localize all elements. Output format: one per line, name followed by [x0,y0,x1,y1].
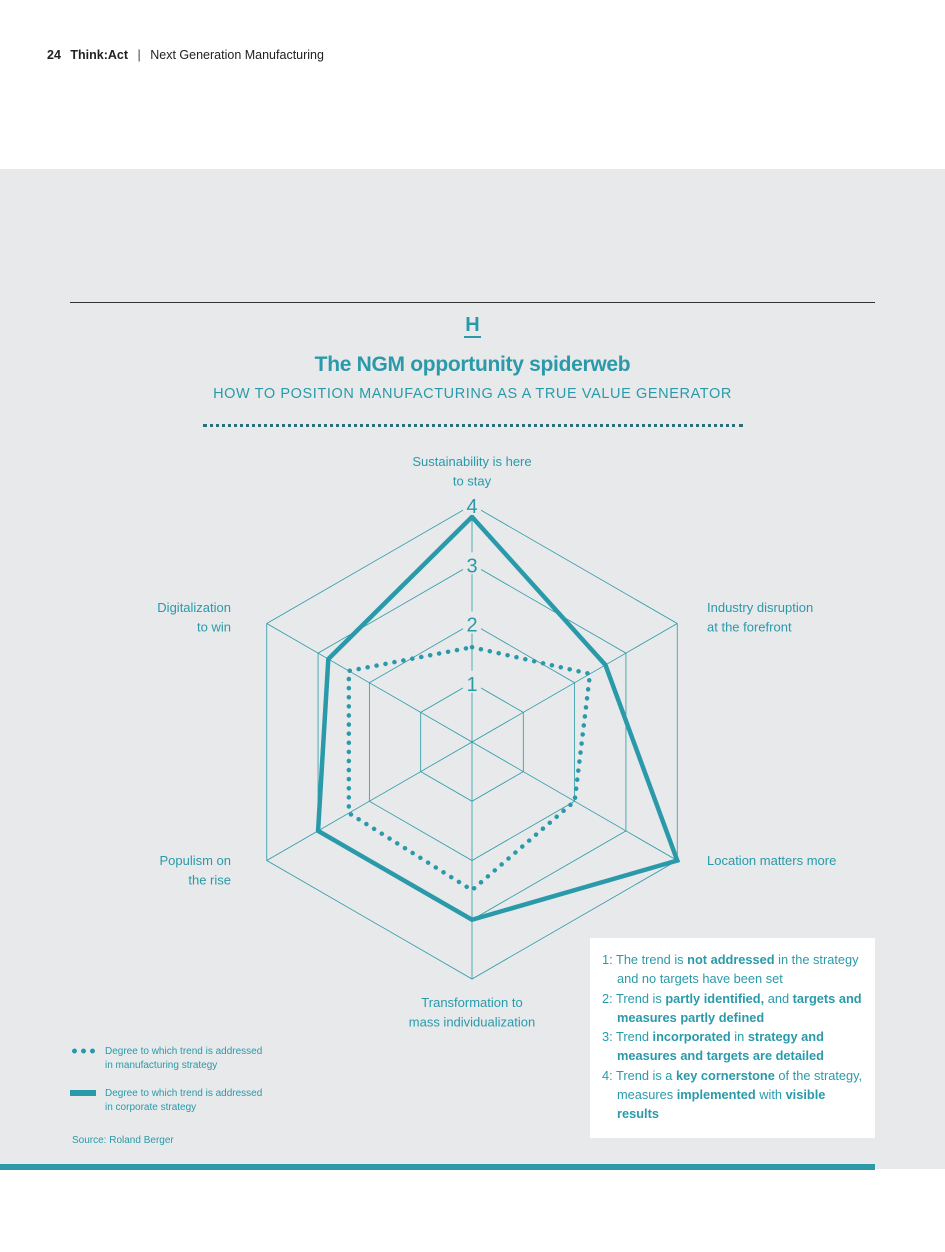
ring-label: 3 [466,555,478,578]
legend-item-4 [602,1066,863,1124]
solid-series-swatch [70,1090,96,1096]
axis-label: Location matters more [707,853,837,868]
axis-label: to win [197,619,231,635]
scale-legend [590,938,875,1138]
axis-label: Transformation to [421,995,523,1010]
axis-label: Populism on [159,853,231,868]
axis-label: Digitalization [157,600,231,615]
legend-item-text: in the strategy and no targets have been set [617,952,859,987]
axis-label: mass individualization [408,1014,536,1030]
legend-item-text: partly identified, [665,990,765,1006]
legend-corporate-text: Degree to which trend is addressed in corporate strategy [105,1088,263,1113]
legend-item-2 [602,989,863,1028]
legend-item-text: 4: Trend is a [602,1067,676,1083]
legend-item-1 [602,950,863,989]
legend-item-text: 1: The trend is [602,952,688,967]
series-corporate-line [318,517,677,920]
legend-item-text: 3: Trend [602,1029,653,1045]
bottom-accent-bar [0,1164,875,1170]
chart-subtitle: HOW TO POSITION MANUFACTURING AS A TRUE VALUE GENERATOR [213,386,732,402]
axis-label: Sustainability is here [412,454,532,469]
dotted-series-swatch [70,1048,96,1054]
legend-item-text: visible results [617,1087,826,1122]
legend-item-text: and [764,990,793,1006]
legend-item-text: incorporated [652,1029,731,1045]
header-separator: | [137,48,141,62]
ring-label: 4 [466,496,478,518]
legend-item-text: key cornerstone [675,1067,775,1083]
legend-item-3 [602,1027,863,1066]
legend-item-text: in [730,1029,748,1045]
axis-label: at the forefront [707,619,792,635]
axis-label: to stay [452,473,492,489]
chart-title: The NGM opportunity spiderweb [314,353,631,376]
legend-item-text: targets and measures partly defined [617,990,862,1025]
legend-item-text: 2: Trend is [602,990,666,1006]
source-note: Source: Roland Berger [72,1135,174,1146]
ring-label: 1 [466,673,478,696]
page-number: 24 [47,48,61,62]
legend-item-text: not addressed [687,952,775,967]
legend-item-text: implemented [676,1087,756,1103]
legend-item-text: of the strategy, measures [617,1067,863,1103]
legend-manufacturing-text: Degree to which trend is addressed in manufacturing strategy [105,1046,263,1071]
brand-name: Think:Act [70,48,129,62]
publication-title: Next Generation Manufacturing [150,48,324,62]
figure-letter-text: H [465,314,480,336]
axis-label: the rise [188,872,231,888]
ring-label: 2 [466,614,478,637]
legend-item-text: with [755,1087,786,1103]
axis-label: Industry disruption [707,600,814,615]
legend-item-text: strategy and measures and targets are detailed [617,1029,824,1064]
